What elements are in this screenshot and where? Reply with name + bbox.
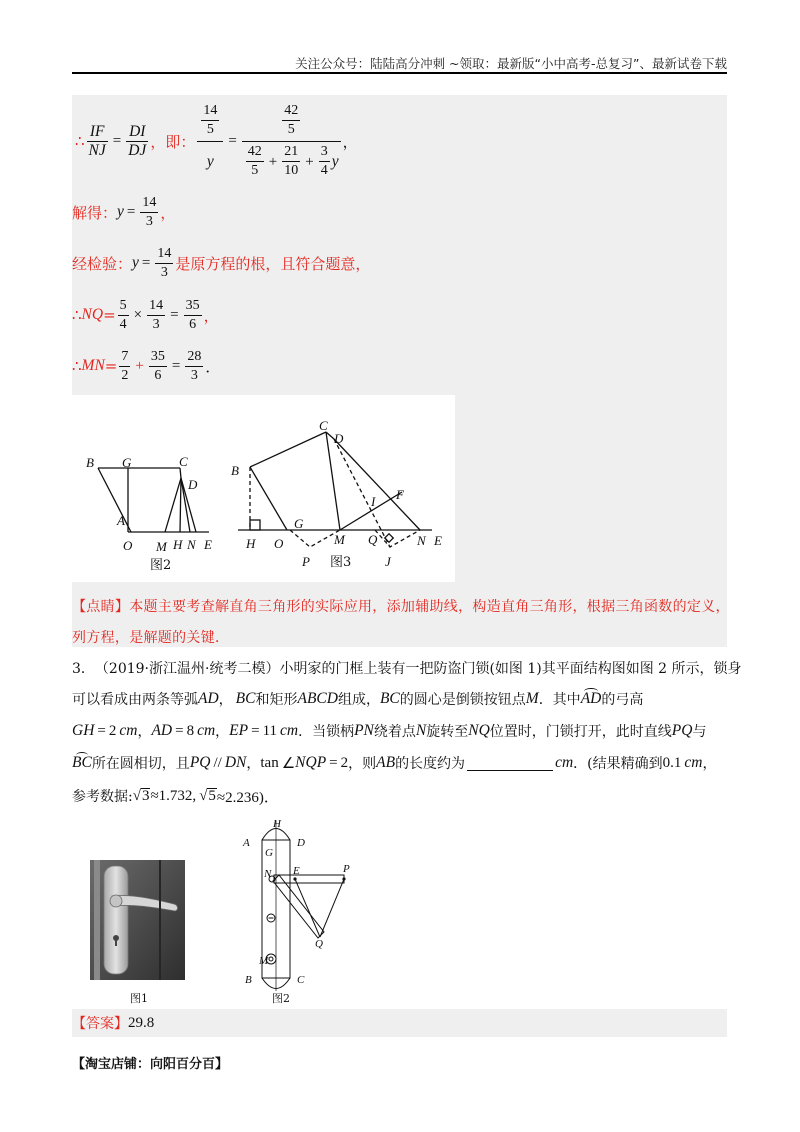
- problem-line-5: 参考数据: √ 3 ≈1.732, √ 5 ≈2.236)．: [72, 787, 279, 806]
- figure-caption: 图2: [272, 992, 290, 1005]
- point-label: H: [246, 536, 256, 551]
- key-point-line-2: 列方程，是解题的关键．: [72, 630, 230, 646]
- point-label: H: [173, 537, 183, 552]
- problem-line-2: 可以看成由两条等弧 AD ， BC 和矩形 ABCD 组成， BC 的圆心是倒锁按钮点 M ．其中 AD 的弓高: [72, 690, 644, 708]
- point-label: N: [417, 533, 426, 548]
- point-label: C: [297, 974, 305, 986]
- rhs-denominator: $\frac{42}{5}$ + $\frac{21}{10}$ + $\frac{3}{4}$ y: [247, 144, 339, 178]
- point-label: Q: [368, 532, 378, 547]
- point-label: N: [187, 537, 196, 552]
- point-label: G: [122, 455, 132, 470]
- header-divider: [72, 72, 727, 74]
- fraction-rhs: [242, 102, 341, 181]
- point-label: M: [334, 532, 345, 547]
- point-label: E: [293, 865, 300, 877]
- solution-line-5: ∴ MN = $\frac{7}{2}$ + $\frac{35}{6}$ = $\frac{28}{3}$ ．: [72, 348, 221, 383]
- problem-line-1: 3． （2019·浙江温州·统考二模）小明家的门框上装有一把防盗门锁(如图 1)其平面结构图如图 2 所示，锁身: [72, 656, 742, 680]
- answer-tag: 【答案】: [72, 1016, 128, 1032]
- solution-line-3: 经检验： y = $\frac{14}{3}$ 是原方程的根，且符合题意，: [72, 245, 371, 280]
- problem-line-3: GH = 2 cm ， AD = 8 cm ， EP = 11 cm ．当锁柄 PN 绕着点 N 旋转至 NQ 位置时，门锁打开，此时直线 PQ 与: [72, 722, 707, 740]
- therefore-symbol: ∴: [75, 132, 85, 150]
- point-label: J: [385, 554, 391, 569]
- answer-line: [72, 1012, 154, 1034]
- sqrt-symbol: √: [199, 787, 208, 804]
- point-label: M: [259, 955, 269, 967]
- point-label: C: [319, 418, 328, 433]
- point-label: A: [117, 513, 125, 528]
- arc-bc: BC: [72, 754, 92, 771]
- door-lock-photo: [90, 860, 185, 980]
- answer-shade: [72, 1009, 727, 1037]
- point-label: G: [294, 516, 304, 531]
- fraction-lhs: $\frac{\frac{14}{5}}{y}$: [197, 102, 223, 181]
- fraction-14-3: $\frac{14}{3}$: [142, 194, 157, 229]
- point-label: M: [156, 539, 167, 554]
- point-label: P: [343, 863, 350, 875]
- point-label: N: [264, 868, 272, 880]
- fraction-14-3: $\frac{14}{3}$: [157, 245, 172, 280]
- figure-caption: 图2: [150, 558, 172, 573]
- point-label: A: [243, 837, 250, 849]
- sqrt-symbol: √: [132, 787, 141, 804]
- key-point-tag: 【点睛】: [72, 599, 130, 615]
- solution-line-4: ∴ NQ = $\frac{5}{4}$ × $\frac{14}{3}$ = $\frac{35}{6}$ ，: [72, 297, 219, 332]
- page-header: 关注公众号：陆陆高分冲刺 ~领取：最新版“小中高考-总复习”、最新试卷下载: [295, 56, 727, 71]
- point-label: I: [371, 494, 376, 509]
- figure-caption: 图1: [130, 992, 148, 1005]
- point-label: D: [188, 477, 198, 492]
- point-label: D: [297, 837, 305, 849]
- point-label: E: [434, 533, 442, 548]
- point-label: C: [179, 454, 188, 469]
- point-label: G: [265, 847, 273, 859]
- fraction-14-5: $\frac{14}{5}$: [203, 103, 218, 137]
- point-label: E: [204, 537, 212, 552]
- figure-caption: 图3: [330, 555, 352, 570]
- problem-line-4: BC 所在圆相切，且 PQ // DN ， tan ∠ NQP = 2 ，则 AB 的长度约为 cm ．(结果精确到 0.1 cm ，: [72, 754, 717, 772]
- lock-diagram-labels: [242, 818, 350, 986]
- connector-text: ，即：: [150, 132, 196, 151]
- point-label: O: [123, 538, 133, 553]
- key-point-line-1: 【点睛】 本题主要考查解直角三角形的实际应用，添加辅助线，构造直角三角形，根据三角函数的定义，: [72, 596, 730, 616]
- point-label: O: [274, 536, 284, 551]
- geometry-figures: [72, 395, 455, 582]
- point-label: F: [396, 487, 404, 502]
- fraction-di-dj: $\frac{DI}{DJ}$: [128, 122, 147, 159]
- point-label: B: [231, 463, 239, 478]
- arc-ad: AD: [580, 690, 602, 707]
- answer-value: 29.8: [128, 1014, 155, 1031]
- fraction-42-5: $\frac{42}{5}$: [284, 103, 299, 137]
- point-label: H: [273, 818, 281, 830]
- solution-line-1: ∴ $\frac{IF}{NJ}$ = $\frac{DI}{DJ}$ ，即： $\frac{\frac{14}{5}}{y}$ = $\frac{42}{5}$ $\frac{42}{5}$ + $\frac{21}{10}$ + $\frac{3}{4}$ y ，: [72, 98, 358, 184]
- page-footer: 【淘宝店铺：向阳百分百】: [72, 1057, 229, 1072]
- point-label: D: [334, 431, 344, 446]
- point-label: B: [86, 455, 94, 470]
- problem-number: 3．: [72, 661, 95, 677]
- point-label: P: [302, 554, 310, 569]
- point-label: B: [245, 974, 252, 986]
- point-label: Q: [315, 938, 323, 950]
- solution-line-2: 解得： y = $\frac{14}{3}$ ，: [72, 194, 176, 229]
- answer-blank: [467, 756, 553, 771]
- fraction-if-nj: $\frac{IF}{NJ}$: [88, 122, 106, 159]
- lock-structure-diagram: [240, 815, 365, 995]
